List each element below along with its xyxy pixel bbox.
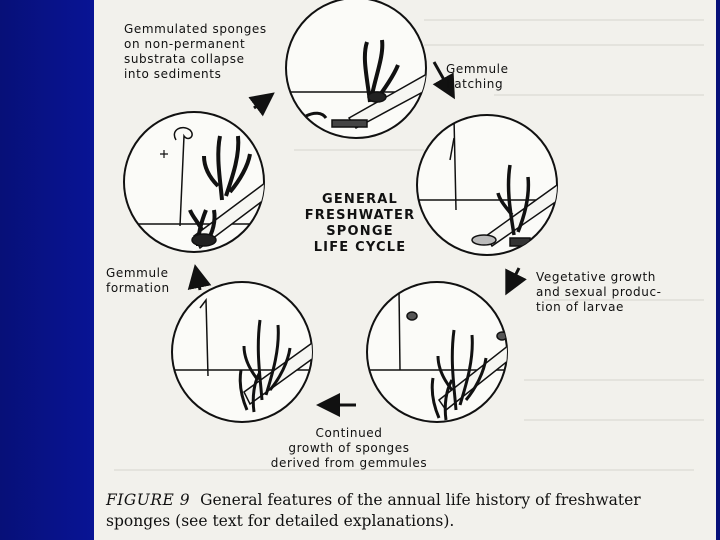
label-line: hatching [446, 77, 504, 91]
label-line: and sexual produc- [536, 285, 662, 299]
label-line: Vegetative growth [536, 270, 657, 284]
label-vegetative-growth [536, 270, 662, 315]
label-line: into sediments [124, 67, 222, 81]
title-line: GENERAL [321, 192, 399, 207]
label-line: formation [106, 281, 170, 295]
figure-panel [94, 0, 716, 540]
title-line: LIFE CYCLE [313, 240, 407, 255]
figure-label: FIGURE 9 [106, 491, 191, 509]
label-gemmulated-sponges [124, 22, 267, 82]
diagram-title [290, 192, 430, 256]
label-line: growth of sponges [288, 441, 410, 455]
label-line: Gemmulated sponges [124, 22, 267, 36]
arrow-to-vegetative [508, 268, 519, 290]
figure-caption [106, 490, 706, 532]
label-continued-growth [254, 426, 444, 471]
caption-text-1: General features of the annual life history of freshwater [200, 491, 641, 509]
arrow-to-collapse [254, 96, 270, 108]
arrow-to-formation [196, 270, 200, 290]
stage-circle-left-lower [172, 282, 319, 422]
stage-circle-top [284, 0, 434, 138]
label-line: Continued [315, 426, 383, 440]
label-gemmule-hatching [446, 62, 509, 92]
caption-line-2: sponges (see text for detailed explanations). [106, 512, 455, 530]
label-line: Gemmule [446, 62, 509, 76]
label-line: derived from gemmules [270, 456, 428, 470]
label-line: substrata collapse [124, 52, 245, 66]
title-line: SPONGE [326, 224, 394, 239]
label-line: Gemmule [106, 266, 169, 280]
stage-circle-right-lower [367, 282, 509, 422]
label-line: tion of larvae [536, 300, 625, 314]
stage-circle-left-upper [124, 112, 269, 252]
label-gemmule-formation [106, 266, 170, 296]
caption-line-1 [106, 490, 706, 511]
stage-circle-right-upper [417, 115, 564, 255]
title-line: FRESHWATER [304, 208, 416, 223]
label-line: on non-permanent [124, 37, 246, 51]
